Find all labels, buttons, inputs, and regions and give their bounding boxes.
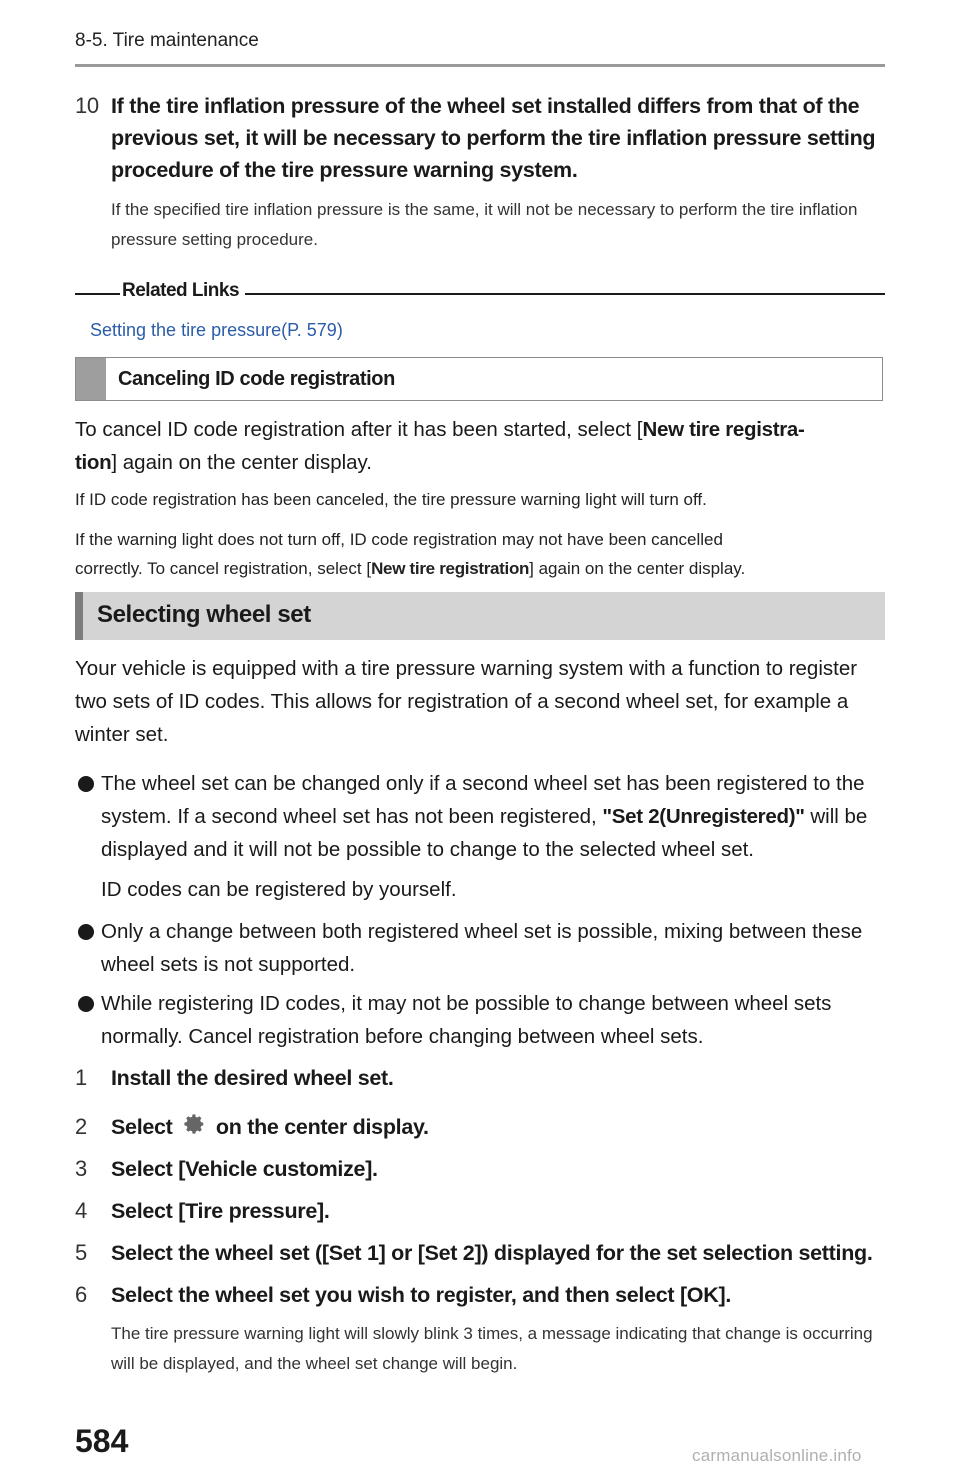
step-6 <box>75 1279 885 1313</box>
step-3 <box>75 1153 885 1187</box>
menu-name: New tire registration <box>371 559 530 578</box>
bullet-3: While registering ID codes, it may not be possible to change between wheel sets normally. Cancel registration before changing between wheel sets. <box>101 992 832 1048</box>
step-6-note: The tire pressure warning light will slowly blink 3 times, a message indicating that change is occurring will be displayed, and the wheel set change will begin. <box>111 1324 873 1373</box>
step-number: 5 <box>75 1240 87 1265</box>
cancel-paragraph <box>75 413 885 479</box>
cancel-note-2 <box>75 525 885 583</box>
text-run: on the center display. <box>210 1115 429 1139</box>
subsection-heading <box>75 357 883 401</box>
text-run: correctly. To cancel registration, select [ <box>75 559 372 578</box>
bullet-1-sub: ID codes can be registered by yourself. <box>101 878 457 901</box>
bullet-icon <box>78 996 94 1012</box>
gear-icon <box>182 1112 206 1136</box>
text-run: To cancel ID code registration after it has been started, select [ <box>75 418 643 441</box>
step-text: Select [Tire pressure]. <box>111 1199 330 1223</box>
step-number: 1 <box>75 1065 87 1090</box>
step-number: 3 <box>75 1156 87 1181</box>
cancel-note-1: If ID code registration has been canceled, the tire pressure warning light will turn off. <box>75 490 707 509</box>
section-title: Selecting wheel set <box>97 601 311 628</box>
text-run: If the warning light does not turn off, ID code registration may not have been cancelled <box>75 530 723 549</box>
step-5 <box>75 1237 885 1271</box>
step-text: Install the desired wheel set. <box>111 1066 394 1090</box>
step-10 <box>75 90 885 190</box>
section-header: 8-5. Tire maintenance <box>75 30 259 51</box>
bullet-2: Only a change between both registered wheel set is possible, mixing between these wheel sets is not supported. <box>101 920 863 976</box>
watermark: carmanualsonline.info <box>692 1446 862 1465</box>
intro-paragraph: Your vehicle is equipped with a tire pressure warning system with a function to register two sets of ID codes. This allows for registration of a second wheel set, for example a winter set. <box>75 657 858 746</box>
rule-left <box>75 293 120 295</box>
step-number: 6 <box>75 1282 87 1307</box>
heading-bar <box>76 358 106 400</box>
menu-name: New tire registra- <box>642 418 805 441</box>
related-links-label: Related Links <box>122 280 240 301</box>
step-number: 2 <box>75 1114 87 1139</box>
step-text <box>111 1111 891 1143</box>
menu-name: tion <box>75 451 112 474</box>
text-run: ] again on the center display. <box>529 559 746 578</box>
text-run: Select <box>111 1115 179 1139</box>
text-run: will be displayed and it will not be possible to change to the selected wheel set. <box>101 805 868 861</box>
subsection-title: Canceling ID code registration <box>118 368 395 390</box>
section-heading <box>75 592 885 640</box>
bullet-1 <box>101 767 886 866</box>
step-10-note: If the specified tire inflation pressure is the same, it will not be necessary to perform the tire inflation pressure setting procedure. <box>111 200 858 249</box>
step-1 <box>75 1062 885 1096</box>
text-run: The wheel set can be changed only if a second wheel set has been registered to the system. If a second wheel set has not been registered, <box>101 772 865 828</box>
page-number: 584 <box>75 1423 129 1459</box>
step-text: Select [Vehicle customize]. <box>111 1157 378 1181</box>
status-label: "Set 2(Unregistered)" <box>602 805 805 828</box>
step-text: Select the wheel set ([Set 1] or [Set 2]) displayed for the set selection setting. <box>111 1241 873 1265</box>
step-number: 10 <box>75 93 99 118</box>
step-text: Select the wheel set you wish to register, and then select [OK]. <box>111 1283 731 1307</box>
related-link[interactable]: Setting the tire pressure(P. 579) <box>90 320 343 340</box>
step-text: If the tire inflation pressure of the wheel set installed differs from that of the previous set, it will be necessary to perform the tire inflation pressure setting procedure of the tire pressure warning system. <box>111 94 876 182</box>
step-number: 4 <box>75 1198 87 1223</box>
step-4 <box>75 1195 885 1229</box>
related-links-divider <box>75 280 885 310</box>
rule-right <box>245 293 885 295</box>
bullet-icon <box>78 776 94 792</box>
heading-bar <box>75 592 83 640</box>
text-run: ] again on the center display. <box>111 451 372 474</box>
bullet-icon <box>78 924 94 940</box>
header-rule <box>75 64 885 67</box>
step-2 <box>75 1111 885 1145</box>
